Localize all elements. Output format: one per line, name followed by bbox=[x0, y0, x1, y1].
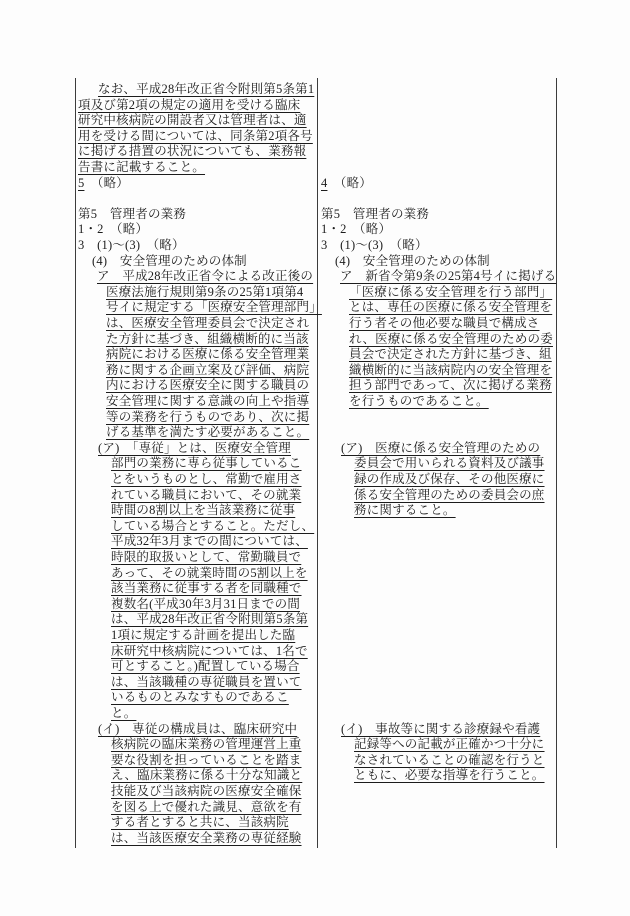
text-line: 1・2 （略） bbox=[321, 222, 392, 237]
text-line: (イ) 事故等に関する診療録や看護 bbox=[341, 721, 541, 736]
text-line: は、医療安全管理委員会で決定され bbox=[106, 315, 310, 330]
text-line: 員会で決定された方針に基づき、組 bbox=[349, 347, 552, 362]
item-a bbox=[321, 269, 556, 409]
text-line: 平成32年3月までの間については、 bbox=[111, 534, 308, 549]
text-line: 複数名(平成30年3月31日までの間 bbox=[111, 596, 301, 611]
text-line: 号イに規定する「医療安全管理部門」 bbox=[106, 300, 322, 315]
text-line: あって、その就業時間の5割以上を bbox=[111, 565, 308, 580]
text-line: する者とすると共に、当該病院 bbox=[111, 815, 289, 830]
text-line: れている職員において、その就業 bbox=[111, 487, 302, 502]
text-line: なお、平成28年改正省令附則第5条第1 bbox=[98, 82, 315, 96]
text-line: は、当該医療安全業務の専従経験 bbox=[111, 830, 302, 845]
text-line: 告書に記載すること。 bbox=[78, 159, 206, 174]
text-line: 務に関する企画立案及び評価、病院 bbox=[106, 362, 310, 377]
text-line: ア 新省令第9条の25第4号イに掲げる bbox=[340, 269, 557, 284]
text-line: とは、専任の医療に係る安全管理を bbox=[349, 300, 553, 315]
text-line: を図る上で優れた識見、意欲を有 bbox=[111, 799, 302, 814]
text-line: いるものとみなすものであるこ bbox=[111, 690, 289, 705]
table-border-right bbox=[556, 78, 557, 848]
text-line: を行うものであること。 bbox=[349, 393, 489, 408]
text-line: 委員会で用いられる資料及び議事 bbox=[354, 456, 545, 471]
text-line: 時限的取扱いとして、常勤職員で bbox=[111, 549, 302, 564]
text-line: (ア) 医療に係る安全管理のための bbox=[341, 440, 541, 455]
text-line: 可とすること。)配置している場合 bbox=[111, 659, 300, 674]
text-line: (イ) 専従の構成員は、臨床研究中 bbox=[98, 721, 298, 736]
text-line: ともに、必要な指導を行うこと。 bbox=[354, 768, 545, 783]
text-line: 等の業務を行うものであり、次に掲 bbox=[106, 409, 310, 424]
text-line: 織横断的に当該病院内の安全管理を bbox=[349, 362, 553, 377]
text-line: 3 (1)～(3) （略） bbox=[78, 237, 185, 252]
text-line: 医療法施行規則第9条の25第1項第4 bbox=[106, 284, 304, 299]
text-line: と。 bbox=[111, 705, 137, 720]
text-line: とをいうものとし、常勤で雇用さ bbox=[111, 471, 302, 486]
text-line: 録の作成及び保存、その他医療に bbox=[354, 471, 545, 486]
text-line: 内における医療安全に関する職員の bbox=[106, 378, 310, 393]
item-a bbox=[78, 269, 322, 441]
text-line: 第5 管理者の業務 bbox=[321, 206, 430, 221]
text-line: 記録等への記載が正確かつ十分に bbox=[354, 737, 545, 752]
table-border-left bbox=[75, 78, 76, 848]
item-4-ryaku bbox=[321, 176, 372, 192]
text-line: 3 (1)～(3) （略） bbox=[321, 237, 428, 252]
text-line: 用を受ける間については、同条第2項各号 bbox=[78, 128, 313, 143]
item-a-sub-a bbox=[78, 441, 314, 722]
text-line: 1・2 （略） bbox=[78, 222, 149, 237]
text-line: なされていることの確認を行うと bbox=[354, 752, 545, 767]
text-line: 係る安全管理のための委員会の庶 bbox=[354, 487, 545, 502]
item-a-sub-i bbox=[321, 722, 545, 784]
text-line: 研究中核病院の開設者又は管理者は、適 bbox=[78, 113, 307, 128]
text-line: に掲げる措置の状況についても、業務報 bbox=[78, 144, 307, 159]
text-line: は、当該職種の専従職員を置いて bbox=[111, 674, 302, 689]
text-line: 項及び第2項の規定の適用を受ける臨床 bbox=[78, 97, 301, 112]
text-line: 病院における医療に係る安全管理業 bbox=[106, 347, 310, 362]
text-line: 要な役割を担っていることを踏ま bbox=[111, 752, 302, 767]
text-line: している場合とすること。ただし、 bbox=[111, 518, 315, 533]
text-line: 4 （略） bbox=[321, 175, 373, 190]
text-line: た方針に基づき、組織横断的に当該 bbox=[106, 331, 309, 346]
text-line: ア 平成28年改正省令による改正後の bbox=[97, 269, 314, 284]
text-line: は、平成28年改正省令附則第5条第 bbox=[111, 612, 309, 627]
text-line: げる基準を満たす必要があること。 bbox=[106, 425, 310, 440]
text-line: 担う部門であって、次に掲げる業務 bbox=[349, 378, 552, 393]
text-line: 第5 管理者の業務 bbox=[78, 206, 187, 221]
text-line: 1項に規定する計画を提出した臨 bbox=[111, 627, 296, 642]
text-line: 該当業務に従事する者を同職種で bbox=[111, 581, 302, 596]
text-line: (4) 安全管理のための体制 bbox=[92, 253, 247, 268]
table-column-divider bbox=[317, 78, 318, 848]
text-line: 務に関すること。 bbox=[354, 503, 456, 518]
text-line: 部門の業務に専ら従事しているこ bbox=[111, 456, 302, 471]
text-line: 時間の8割以上を当該業務に従事 bbox=[111, 503, 296, 518]
heading-section-5 bbox=[321, 207, 490, 269]
item-5-ryaku bbox=[78, 176, 129, 192]
heading-section-5 bbox=[78, 207, 247, 269]
note-paragraph bbox=[78, 82, 314, 176]
text-line: 床研究中核病院については、1名で bbox=[111, 643, 308, 658]
text-line: 5 （略） bbox=[78, 175, 130, 190]
text-line: 行う者その他必要な職員で構成さ bbox=[349, 315, 540, 330]
text-line: 技能及び当該病院の医療安全確保 bbox=[111, 783, 302, 798]
text-line: 「医療に係る安全管理を行う部門」 bbox=[349, 284, 553, 299]
item-a-sub-i bbox=[78, 722, 302, 847]
text-line: れ、医療に係る安全管理のための委 bbox=[349, 331, 553, 346]
text-line: 核病院の臨床業務の管理運営上重 bbox=[111, 737, 302, 752]
text-line: (ア) 「専従」とは、医療安全管理 bbox=[98, 440, 291, 455]
text-line: 安全管理に関する意識の向上や指導 bbox=[106, 393, 310, 408]
item-a-sub-a bbox=[321, 441, 545, 519]
text-line: え、臨床業務に係る十分な知識と bbox=[111, 768, 303, 783]
text-line: (4) 安全管理のための体制 bbox=[335, 253, 490, 268]
